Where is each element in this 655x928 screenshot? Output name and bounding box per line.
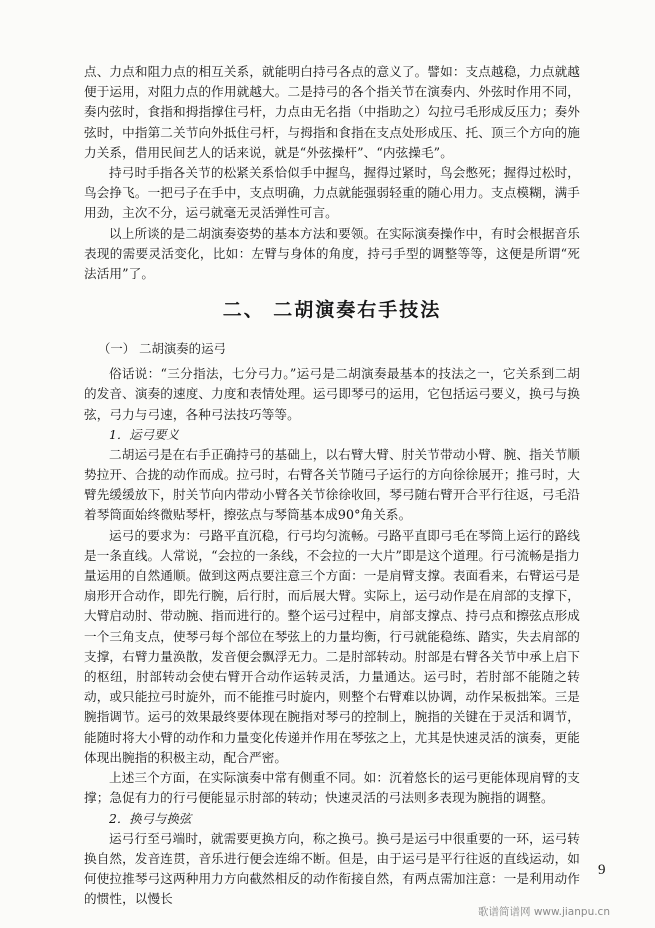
paragraph-bow-change: 运弓行至弓端时，就需要更换方向，称之换弓。换弓是运弓中很重要的一环，运弓转换自然，发音连贯，音乐进行便会连绵不断。但是，由于运弓是平行往返的直线运动，如何使拉推琴弓这两种用力方向截然相反的动作衔接自然，有两点需加注意：一是利用动作的惯性，以慢长 <box>84 830 580 907</box>
site-watermark: 歌谱简谱网 www.jianpu.cn <box>478 906 610 918</box>
paragraph-proverb: 俗话说：“三分指法，七分弓力。”运弓是二胡演奏最基本的技法之一，它关系到二胡的发音、演奏的速度、力度和表情处理。运弓即琴弓的运用，它包括运弓要义，换弓与换弦，弓力与弓速，各种弓法技巧等等。 <box>84 366 580 422</box>
paragraph-continued: 点、力点和阻力点的相互关系，就能明白持弓各点的意义了。譬如：支点越稳，力点就越便于运用，对阻力点的作用就越大。二是持弓的各个指关节在演奏内、外弦时作用不同，奏内弦时，食指和拇指撑住弓杆，力点由无名指（中指助之）勾拉弓毛形成反压力；奏外弦时，中指第二关节向外抵住弓杆，与拇指和食指在支点处形成压、托、顶三个方向的施力关系，借用民间艺人的话来说，就是“外弦操杆”、“内弦操毛”。 <box>84 64 580 160</box>
paragraph-bowing-basics: 二胡运弓是在右手正确持弓的基础上，以右臂大臂、肘关节带动小臂、腕、指关节顺势拉开、合拢的动作而成。拉弓时，右臂各关节随弓子运行的方向徐徐展开；推弓时，大臂先缓缓放下，肘关节向内带动小臂各关节徐徐收回，琴弓随右臂开合平行往返，弓毛沿着琴筒面始终微贴琴杆，擦弦点与琴筒基本成90°角关系。 <box>84 446 580 523</box>
paragraph-grip-tension: 持弓时手指各关节的松紧关系恰似手中握鸟，握得过紧时，鸟会憋死；握得过松时，鸟会挣飞。一把弓子在手中，支点明确，力点就能强弱轻重的随心用力。支点模糊，满手用劲，主次不分，运弓就毫无灵活弹性可言。 <box>84 165 580 221</box>
heading-bowing-essentials: 1．运弓要义 <box>109 426 179 442</box>
page-body <box>84 62 580 909</box>
heading-bow-string-change: 2．换弓与换弦 <box>109 810 192 826</box>
paragraph-emphasis: 上述三个方面，在实际演奏中常有侧重不同。如：沉着悠长的运弓更能体现肩臂的支撑；急促有力的行弓便能显示肘部的转动；快速灵活的弓法则多表现为腕指的调整。 <box>84 770 580 806</box>
section-title: 二、 二胡演奏右手技法 <box>222 299 442 322</box>
paragraph-summary: 以上所谈的是二胡演奏姿势的基本方法和要领。在实际演奏操作中，有时会根据音乐表现的需要灵活变化，比如：左臂与身体的角度，持弓手型的调整等等，这便是所谓“死法活用”了。 <box>84 225 580 282</box>
subsection-title: （一） 二胡演奏的运弓 <box>98 341 226 357</box>
paragraph-bowing-requirements: 运弓的要求为：弓路平直沉稳，行弓均匀流畅。弓路平直即弓毛在琴筒上运行的路线是一条直线。人常说，“会拉的一条线，不会拉的一大片”即是这个道理。行弓流畅是指力量运用的自然通顺。做到这两点要注意三个方面：一是肩臂支撑。表面看来，右臂运弓是扇形开合动作，即先行腕，后行肘，而后展大臂。实际上，运弓动作是在肩部的支撑下，大臂启动肘、带动腕、指而进行的。整个运弓过程中，肩部支撑点、持弓点和擦弦点形成一个三角支点，使琴弓每个部位在琴弦上的力量均衡，行弓就能稳练、踏实，失去肩部的支撑，右臂力量涣散，发音便会飘浮无力。二是肘部转动。肘部是右臂各关节中承上启下的枢纽，肘部转动会使右臂开合动作运转灵活，力量通达。运弓时，若肘部不能随之转动，或只能拉弓时旋外，而不能推弓时旋内，则整个右臂难以协调，动作呆板拙笨。三是腕指调节。运弓的效果最终要体现在腕指对琴弓的控制上，腕指的关键在于灵活和调节，能随时将大小臂的动作和力量变化传递并作用在琴弦之上，尤其是快速灵活的演奏，更能体现出腕指的积极主动，配合严密。 <box>84 527 580 765</box>
page-number: 9 <box>598 862 606 878</box>
